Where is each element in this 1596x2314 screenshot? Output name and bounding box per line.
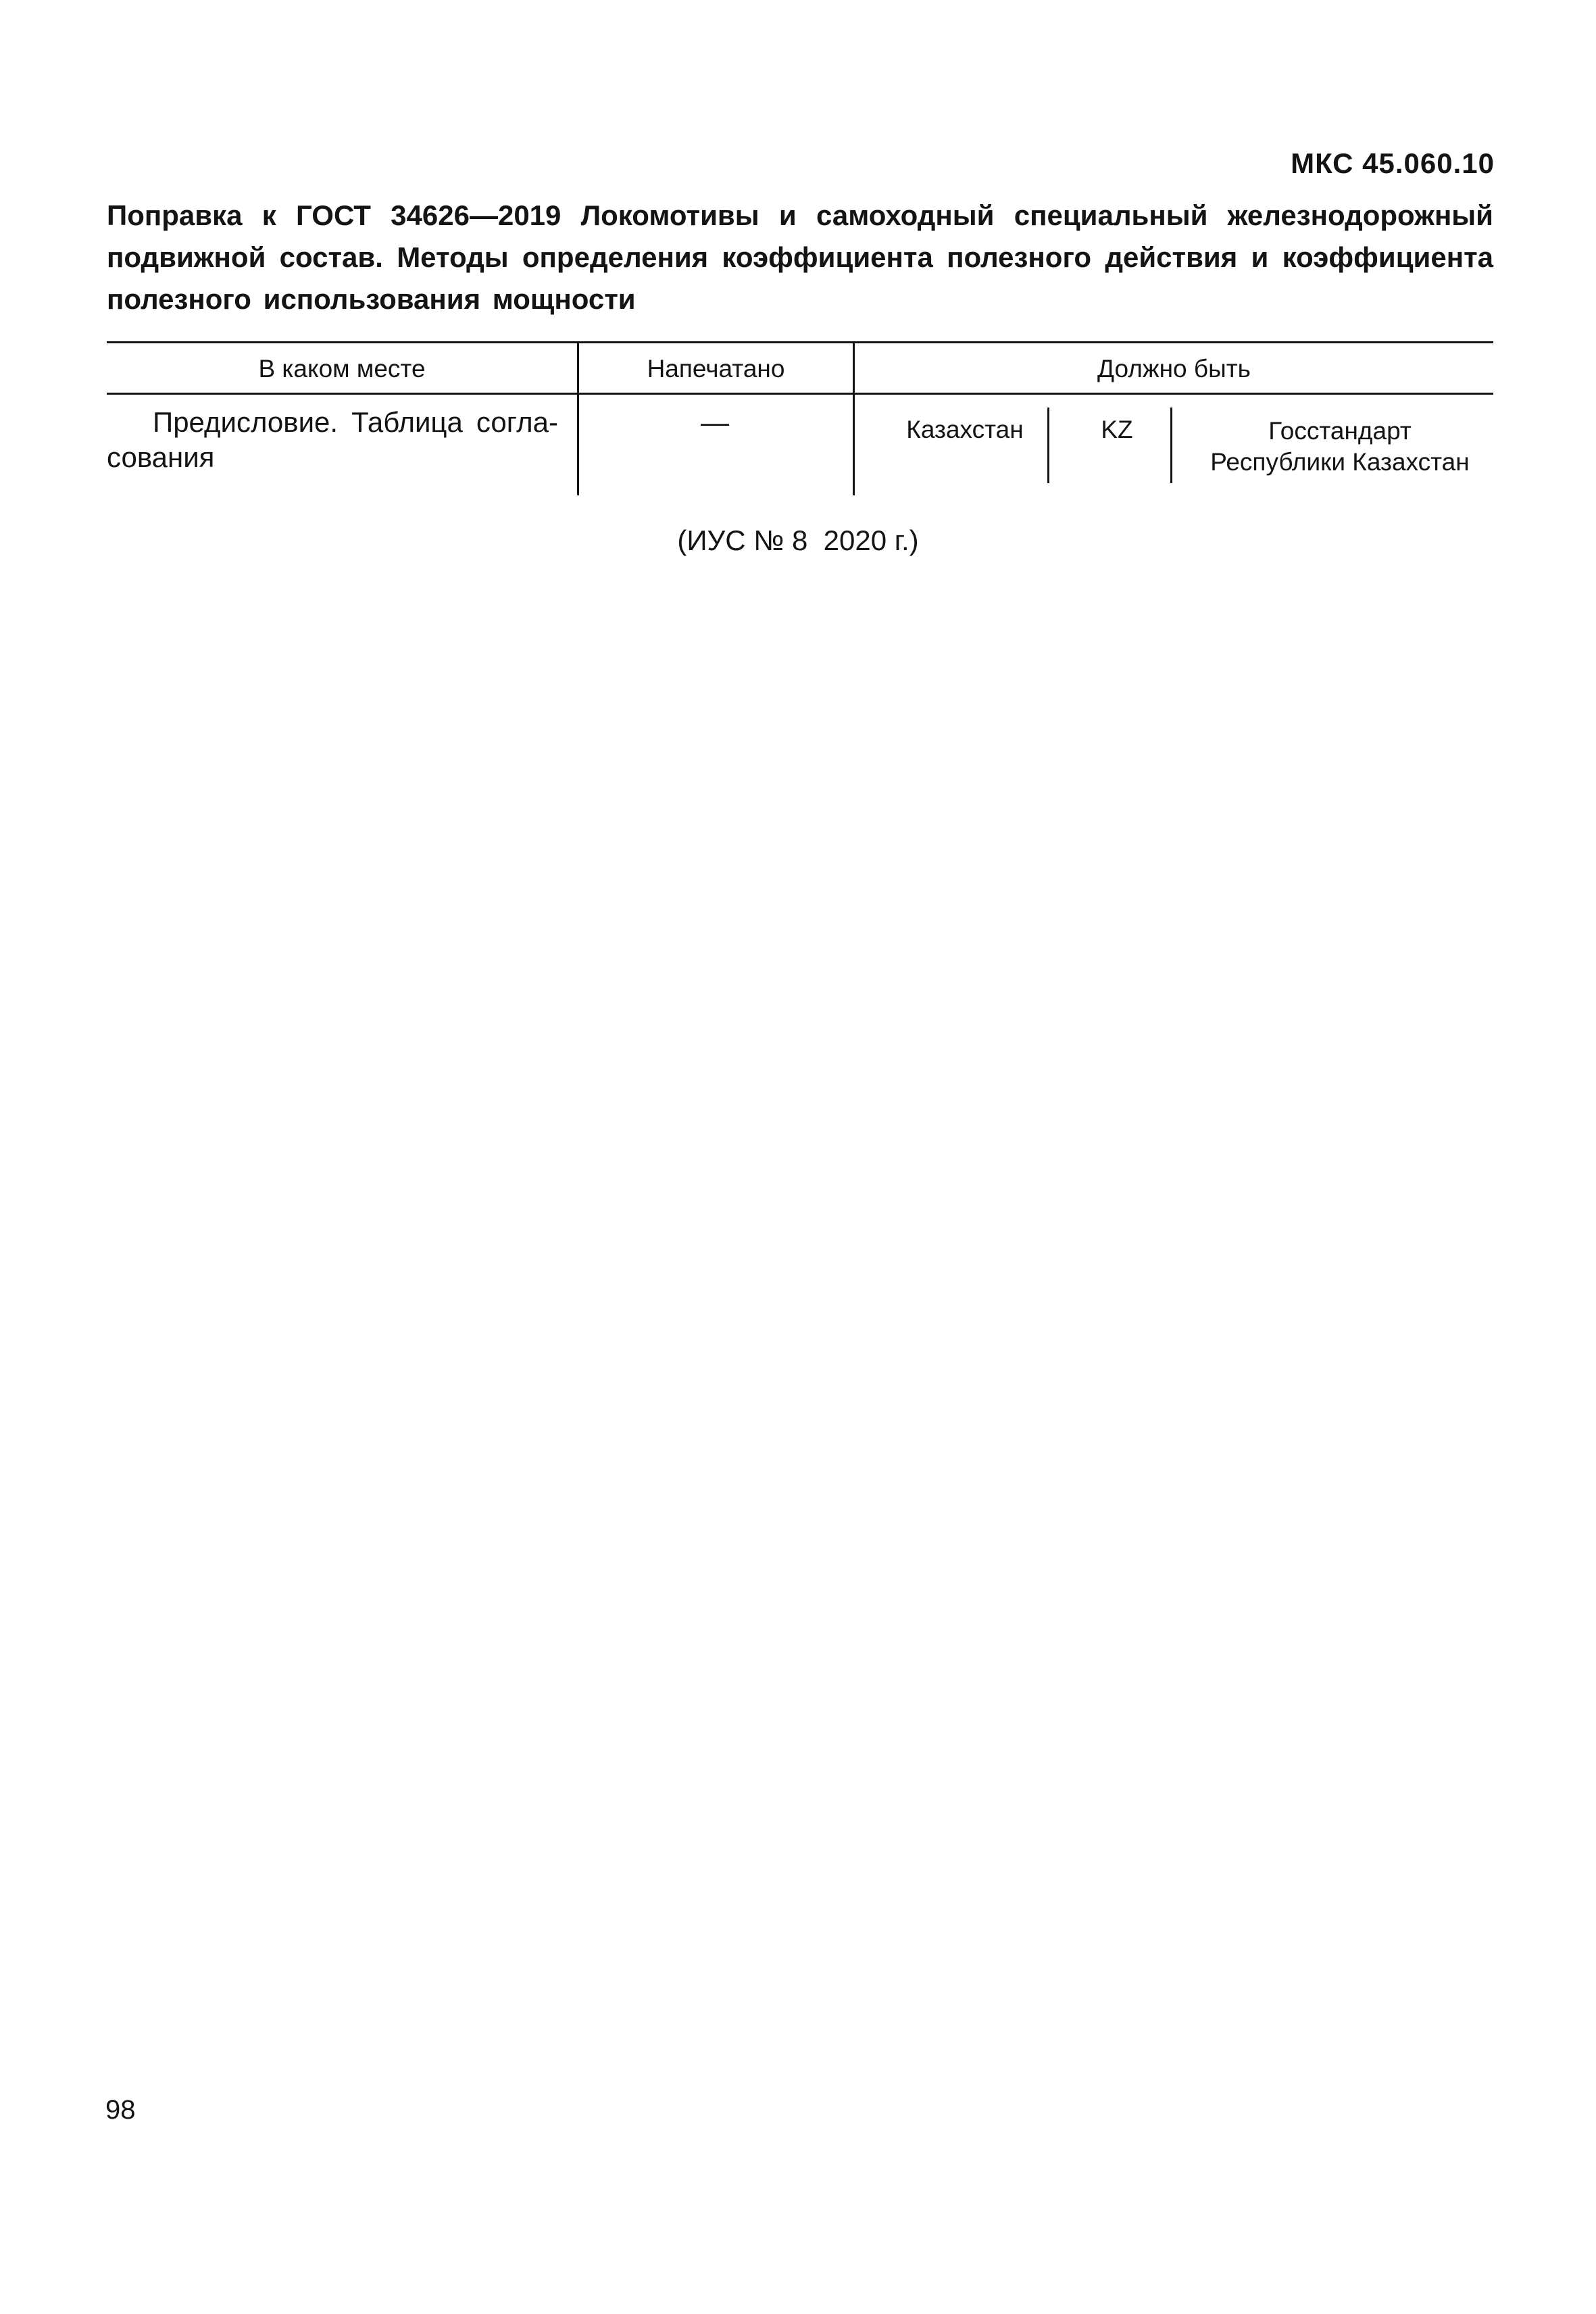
- header-should-be: Должно быть: [1097, 355, 1251, 383]
- organization-line: Госстандарт: [1268, 417, 1412, 445]
- page-number: 98: [105, 2095, 136, 2125]
- title-line: полезного использования мощности: [107, 283, 636, 315]
- table-header-rule: [107, 393, 1493, 395]
- table-cell-code: KZ: [1101, 416, 1133, 443]
- title-line: подвижной состав. Методы определения коэффициента полезного действия и коэффициента: [107, 241, 1493, 273]
- table-cell-organization: [1174, 416, 1505, 478]
- mks-code: МКС 45.060.10: [1291, 147, 1495, 179]
- title-line: Поправка к ГОСТ 34626—2019 Локомотивы и самоходный специальный железнодорожный: [107, 199, 1493, 231]
- place-line: Предисловие. Таблица согла-: [153, 406, 558, 438]
- place-line: сования: [107, 441, 215, 473]
- subcolumn-divider: [1170, 408, 1172, 483]
- table-top-rule: [107, 341, 1493, 343]
- ius-reference: (ИУС № 8 2020 г.): [677, 524, 919, 556]
- table-cell-place: [107, 405, 558, 475]
- header-printed: Напечатано: [647, 355, 785, 383]
- document-title: [107, 195, 1493, 320]
- table-cell-country: Казахстан: [906, 416, 1024, 443]
- header-place: В каком месте: [258, 355, 426, 383]
- organization-line: Республики Казахстан: [1210, 448, 1470, 476]
- table-cell-printed: —: [701, 406, 729, 438]
